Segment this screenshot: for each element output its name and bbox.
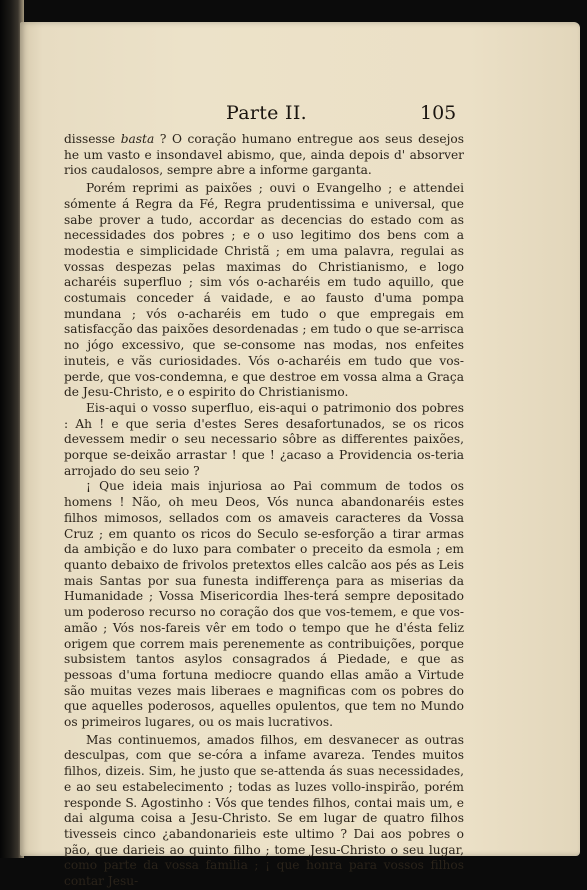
running-head: Parte II. — [226, 102, 308, 124]
paragraph: Mas continuemos, amados filhos, em desvanecer as outras desculpas, com que se-córa a infame avareza. Tendes muitos filhos, dizeis. Sim, he justo que se-attenda ás suas necessidades, e ao seu estabelecimento ; todas as luzes vollo-inspirão, porém responde S. Agostinho : Vós que tendes filhos, contai mais um, e dai alguma coisa a Jesu-Christo. Se em lugar de quatro filhos tivesseis cinco ¿abandonarieis este ultimo ? Dai aos pobres o pão, que darieis ao quinto filho ; tome Jesu-Christo o seu lugar, como parte da vossa familia ; ¡ que honra para vossos filhos contar Jesu- — [64, 732, 464, 889]
paragraph-1-rest: ? O coração humano entregue aos seus desejos he um vasto e insondavel abismo, que, ainda depois d' absorver rios caudalosos, sempre abre a informe garganta. — [64, 132, 464, 178]
paragraph-1-emphasis: basta — [120, 132, 155, 146]
paragraph: Eis-aqui o vosso superfluo, eis-aqui o patrimonio dos pobres : Ah ! e que seria d'estes Seres desafortunados, se os ricos devessem medir o seu necessario sôbre as differentes paixões, porque se-deixão arrastar ! que ! ¿acaso a Providencia os-teria arrojado do seu seio ? — [64, 400, 464, 478]
page-header — [20, 102, 580, 128]
page-number: 105 — [420, 102, 457, 124]
paragraph-1-lead: dissesse — [64, 132, 121, 146]
paragraph-continuation — [64, 132, 464, 179]
book-page — [20, 22, 580, 889]
body-text — [64, 132, 464, 890]
paragraph: ¡ Que ideia mais injuriosa ao Pai commum de todos os homens ! Não, oh meu Deos, Vós nunca abandonaréis estes filhos mimosos, sellados com os amaveis caracteres da Vossa Cruz ; em quanto os ricos do Seculo se-esforção a tirar armas da ambição e do luxo para combater o preceito da esmola ; em quanto debaixo de frivolos pretextos elles calcão aos pés as Leis mais Santas por sua funesta indifferença para as miserias da Humanidade ; Vossa Misericordia lhes-terá sempre depositado um poderoso recurso no coração dos que vos-temem, e que vos-amão ; Vós nos-fareis vêr em todo o tempo que he d'ésta feliz origem que correm mais perenemente as contribuições, porque subsistem tantos asylos consagrados á Piedade, e que as pessoas d'uma fortuna mediocre quando ellas amão a Virtude são muitas vezes mais liberaes e magnificas com os pobres do que aquelles poderosos, aquelles opulentos, que tem no Mundo os primeiros lugares, ou os mais lucrativos. — [64, 479, 464, 730]
paragraph: Porém reprimi as paixões ; ouvi o Evangelho ; e attendei sómente á Regra da Fé, Regra prudentissima e universal, que sabe prover a tudo, accordar as decencias do estado com as necessidades dos pobres ; e o uso legitimo dos bens com a modestia e simplicidade Christã ; em uma palavra, regulai as vossas despezas pelas maximas do Christianismo, e logo acharéis superfluo ; sim vós o-acharéis em tudo aquillo, que costumais conceder á vaidade, e ao fausto d'uma pompa mundana ; vós o-acharéis em tudo o que empregais em satisfacção das paixões desordenadas ; em tudo o que se-arrisca no jógo excessivo, que se-consome nas modas, nos enfeites inuteis, e vãs curiosidades. Vós o-acharéis em tudo que vos-perde, que vos-condemna, e que destroe em vossa alma a Graça de Jesu-Christo, e o espirito do Christianismo. — [64, 181, 464, 400]
